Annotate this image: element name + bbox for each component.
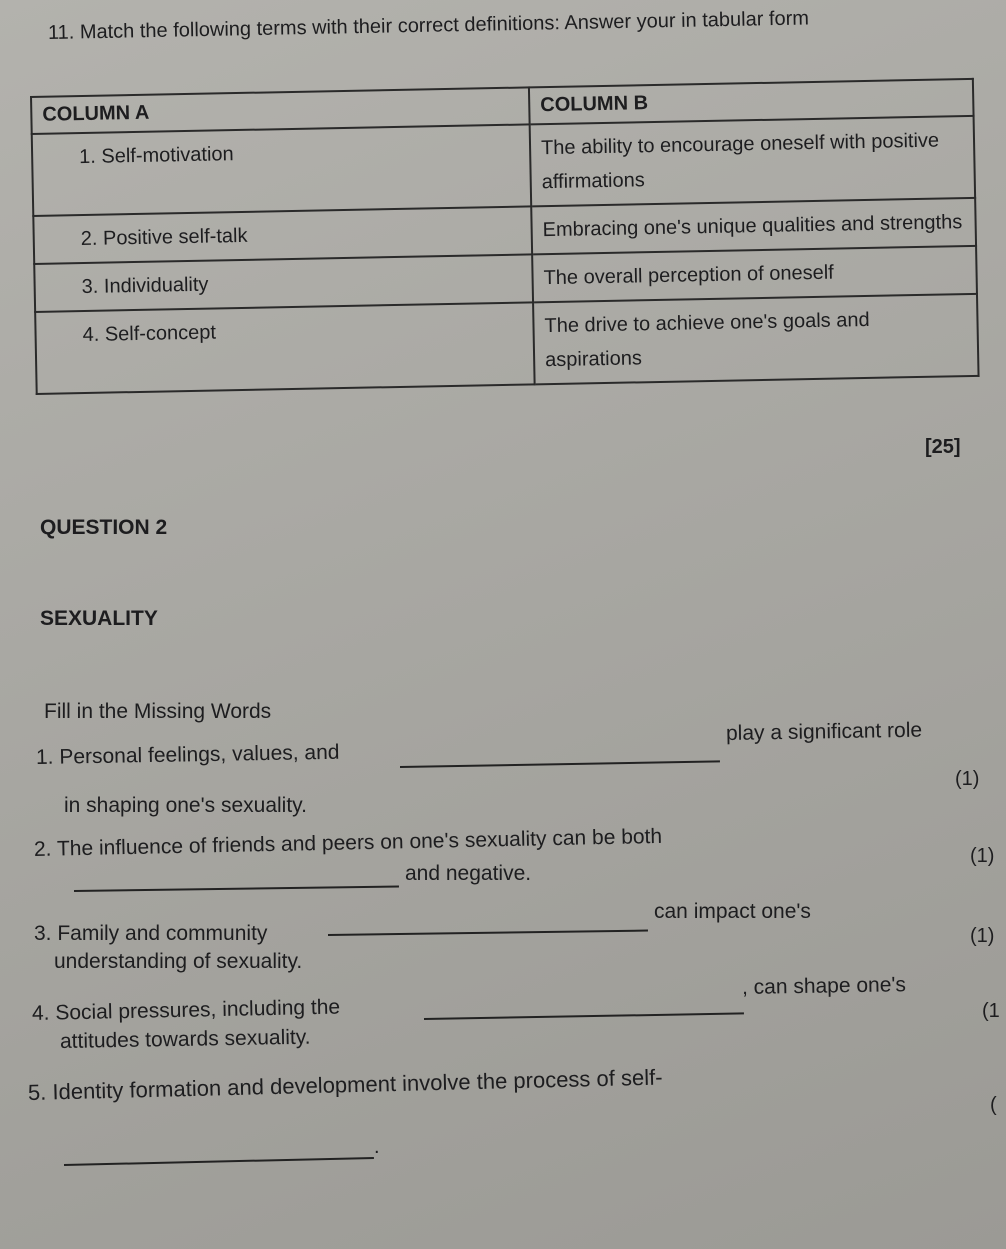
item-3-mark: (1) [970, 925, 995, 947]
column-b-header: COLUMN B [529, 79, 974, 125]
item-2-text: 2. The influence of friends and peers on one's sexuality can be both [33, 824, 663, 861]
column-b-cell: Embracing one's unique qualities and strengths [531, 198, 976, 255]
item-1-blank[interactable] [400, 760, 720, 768]
column-b-cell: The ability to encourage oneself with positive affirmations [530, 116, 975, 207]
column-b-cell: The drive to achieve one's goals and aspirations [533, 294, 978, 385]
item-5-mark: ( [990, 1094, 997, 1116]
item-4-text-line2: attitudes towards sexuality. [59, 1025, 311, 1053]
item-1-text-cont: play a significant role [725, 718, 923, 745]
item-1-text: 1. Personal feelings, values, and [35, 740, 340, 769]
item-5-text-cont: . [374, 1136, 380, 1158]
item-4-mark: (1 [982, 1000, 1000, 1022]
item-2-text-cont: and negative. [405, 862, 532, 885]
instruction: Fill in the Missing Words [44, 700, 272, 723]
item-4-text-cont: , can shape one's [741, 973, 907, 999]
item-2-blank[interactable] [74, 885, 399, 892]
column-a-cell: 2. Positive self-talk [33, 206, 532, 264]
item-3-text-line2: understanding of sexuality. [54, 950, 303, 973]
table-row [35, 294, 978, 394]
item-5-blank[interactable] [64, 1157, 374, 1166]
item-1-mark: (1) [955, 768, 980, 790]
item-4-blank[interactable] [424, 1012, 744, 1020]
column-a-cell: 4. Self-concept [35, 302, 534, 394]
item-3-text-cont: can impact one's [654, 900, 811, 923]
column-a-cell: 1. Self-motivation [32, 124, 531, 216]
question-11-title: 11. Match the following terms with their correct definitions: Answer your in tabular form [47, 7, 810, 44]
column-b-cell: The overall perception of oneself [532, 246, 977, 303]
matching-table [30, 78, 980, 395]
column-a-cell: 3. Individuality [34, 254, 533, 312]
item-3-text: 3. Family and community [34, 922, 268, 945]
item-2-mark: (1) [970, 845, 995, 867]
topic-heading: SEXUALITY [40, 607, 158, 630]
item-4-text: 4. Social pressures, including the [31, 995, 341, 1025]
item-1-text-line2: in shaping one's sexuality. [64, 794, 307, 817]
question-2-heading: QUESTION 2 [40, 516, 168, 539]
item-5-text: 5. Identity formation and development involve the process of self- [27, 1064, 663, 1105]
item-3-blank[interactable] [328, 930, 648, 936]
column-a-header: COLUMN A [31, 87, 530, 134]
total-marks: [25] [925, 436, 961, 458]
